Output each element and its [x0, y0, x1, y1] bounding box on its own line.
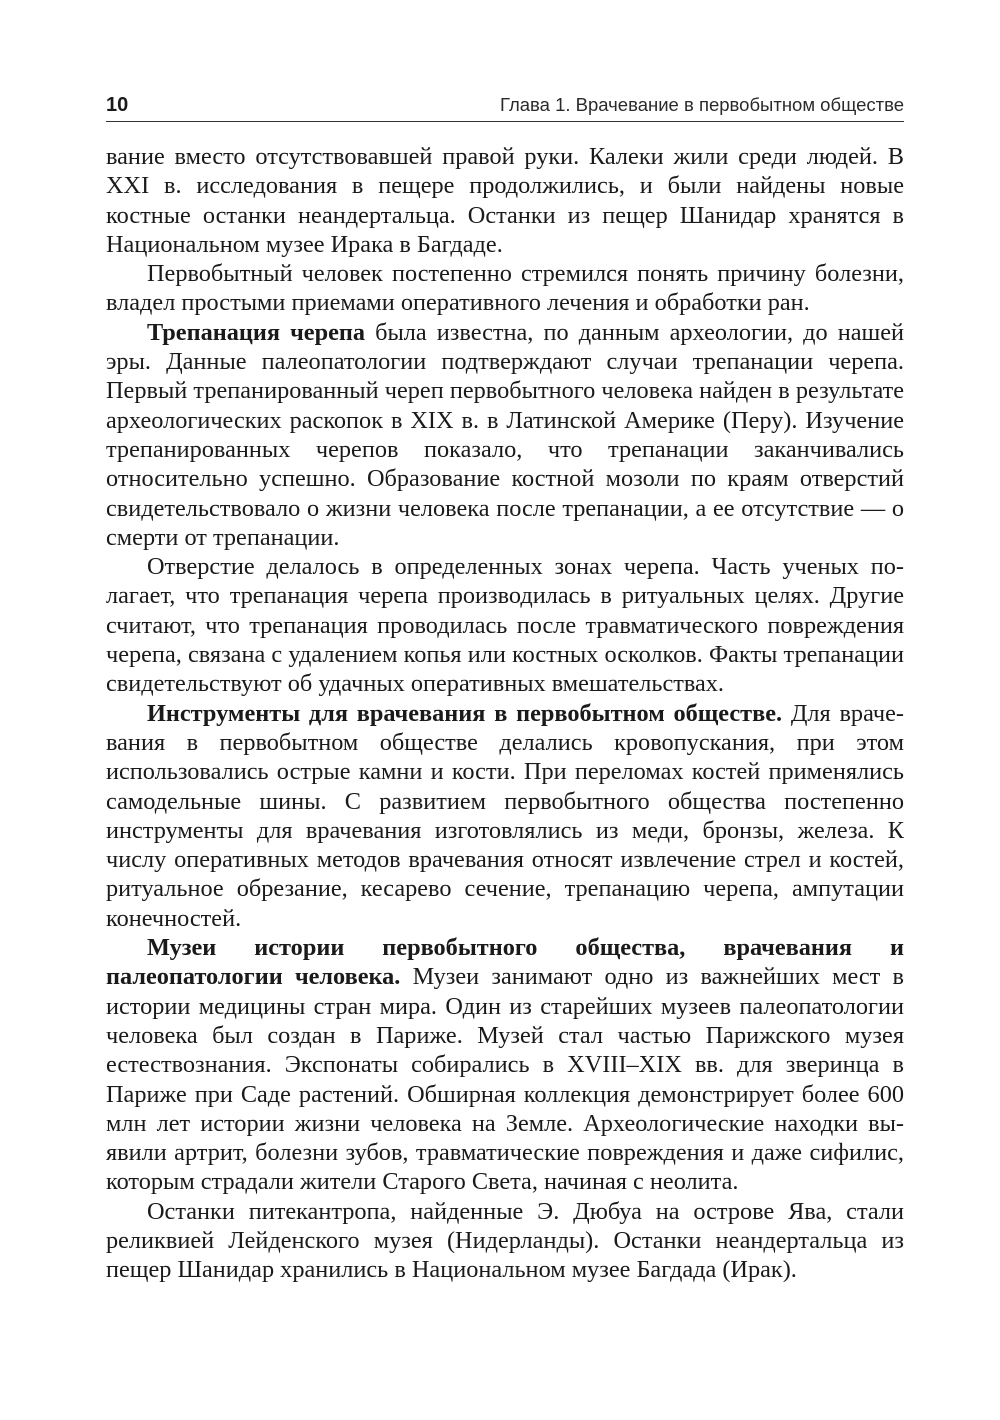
paragraph-trepanation	[106, 318, 904, 552]
running-head	[106, 94, 904, 122]
paragraph	[106, 259, 904, 318]
paragraph	[106, 1197, 904, 1285]
paragraph-text: Для врачевания в первобытном обществе делались кровопускания, при этом использовались острые камни и кости. При переломах костей применялись самодельные шины. С развитием первобытного общества постепенно инструменты для врачевания изготовлялись из меди, бронзы, железа. К числу оперативных методов врачевания относят извлечение стрел и костей, ритуальное обрезание, кесарево сечение, трепанацию черепа, ампутации конечностей.	[106, 699, 904, 932]
paragraph-lead: Трепанация черепа	[147, 318, 366, 346]
paragraph-instruments	[106, 699, 904, 933]
paragraph-continuation	[106, 142, 904, 259]
chapter-title: Глава 1. Врачевание в первобытном обществе	[499, 94, 904, 115]
paragraph-text: Останки питекантропа, найденные Э. Дюбуа на острове Ява, стали реликвией Лейденского музея (Нидерланды). Останки неандертальца из пещер Шанидар хранились в Национальном музее Багдада (Ирак).	[106, 1197, 904, 1284]
paragraph-text: Отверстие делалось в определенных зонах черепа. Часть ученых полагает, что трепанация черепа производилась в ритуальных целях. Другие считают, что трепанация проводилась после травматического повреждения черепа, связана с удалением копья или костных осколков. Факты трепанации свидетельствуют об удачных оперативных вмешательствах.	[106, 553, 904, 698]
paragraph-lead: Музеи истории первобытного общества, врачевания и палеопатологии человека.	[106, 934, 904, 991]
paragraph-text: Музеи занимают одно из важнейших мест в истории медицины стран мира. Один из старейших музеев палеопатологии человека был создан в Париже. Музей стал частью Парижского музея естествознания. Экспонаты собирались в XVIII–XIX вв. для зверинца в Париже при Саде растений. Обширная коллекция демонстрирует более 600 млн лет истории жизни человека на Земле. Археологические находки выявили артрит, болезни зубов, травматические повреждения и даже сифилис, которым страдали жители Старого Света, начиная с неолита.	[106, 963, 904, 1196]
paragraph-lead: Инструменты для врачевания в первобытном обществе.	[147, 699, 783, 727]
header-rule	[106, 121, 904, 122]
paragraph-text: Первобытный человек постепенно стремился понять причину болезни, владел простыми приемами оперативного лечения и обработки ран.	[106, 260, 904, 317]
page-number: 10	[106, 94, 129, 116]
paragraph-text: была известна, по данным археологии, до нашей эры. Данные палеопатологии подтверждают случаи трепанации черепа. Первый трепанированный череп первобытного человека найден в результате археологических раскопок в XIX в. в Латинской Америке (Перу). Изучение трепанированных черепов показало, что трепанации заканчивались относительно успешно. Образование костной мозоли по краям отверстий свидетельствовало о жизни человека после трепанации, а ее отсутствие — о смерти от трепанации.	[106, 318, 904, 551]
body-text	[106, 142, 904, 1285]
paragraph-museums	[106, 933, 904, 1197]
paragraph	[106, 552, 904, 698]
paragraph-text: вание вместо отсутствовавшей правой руки. Калеки жили среди людей. В XXI в. исследования в пещере продолжились, и были найдены новые костные останки неандертальца. Останки из пещер Шанидар хранятся в Национальном музее Ирака в Багдаде.	[106, 143, 904, 258]
